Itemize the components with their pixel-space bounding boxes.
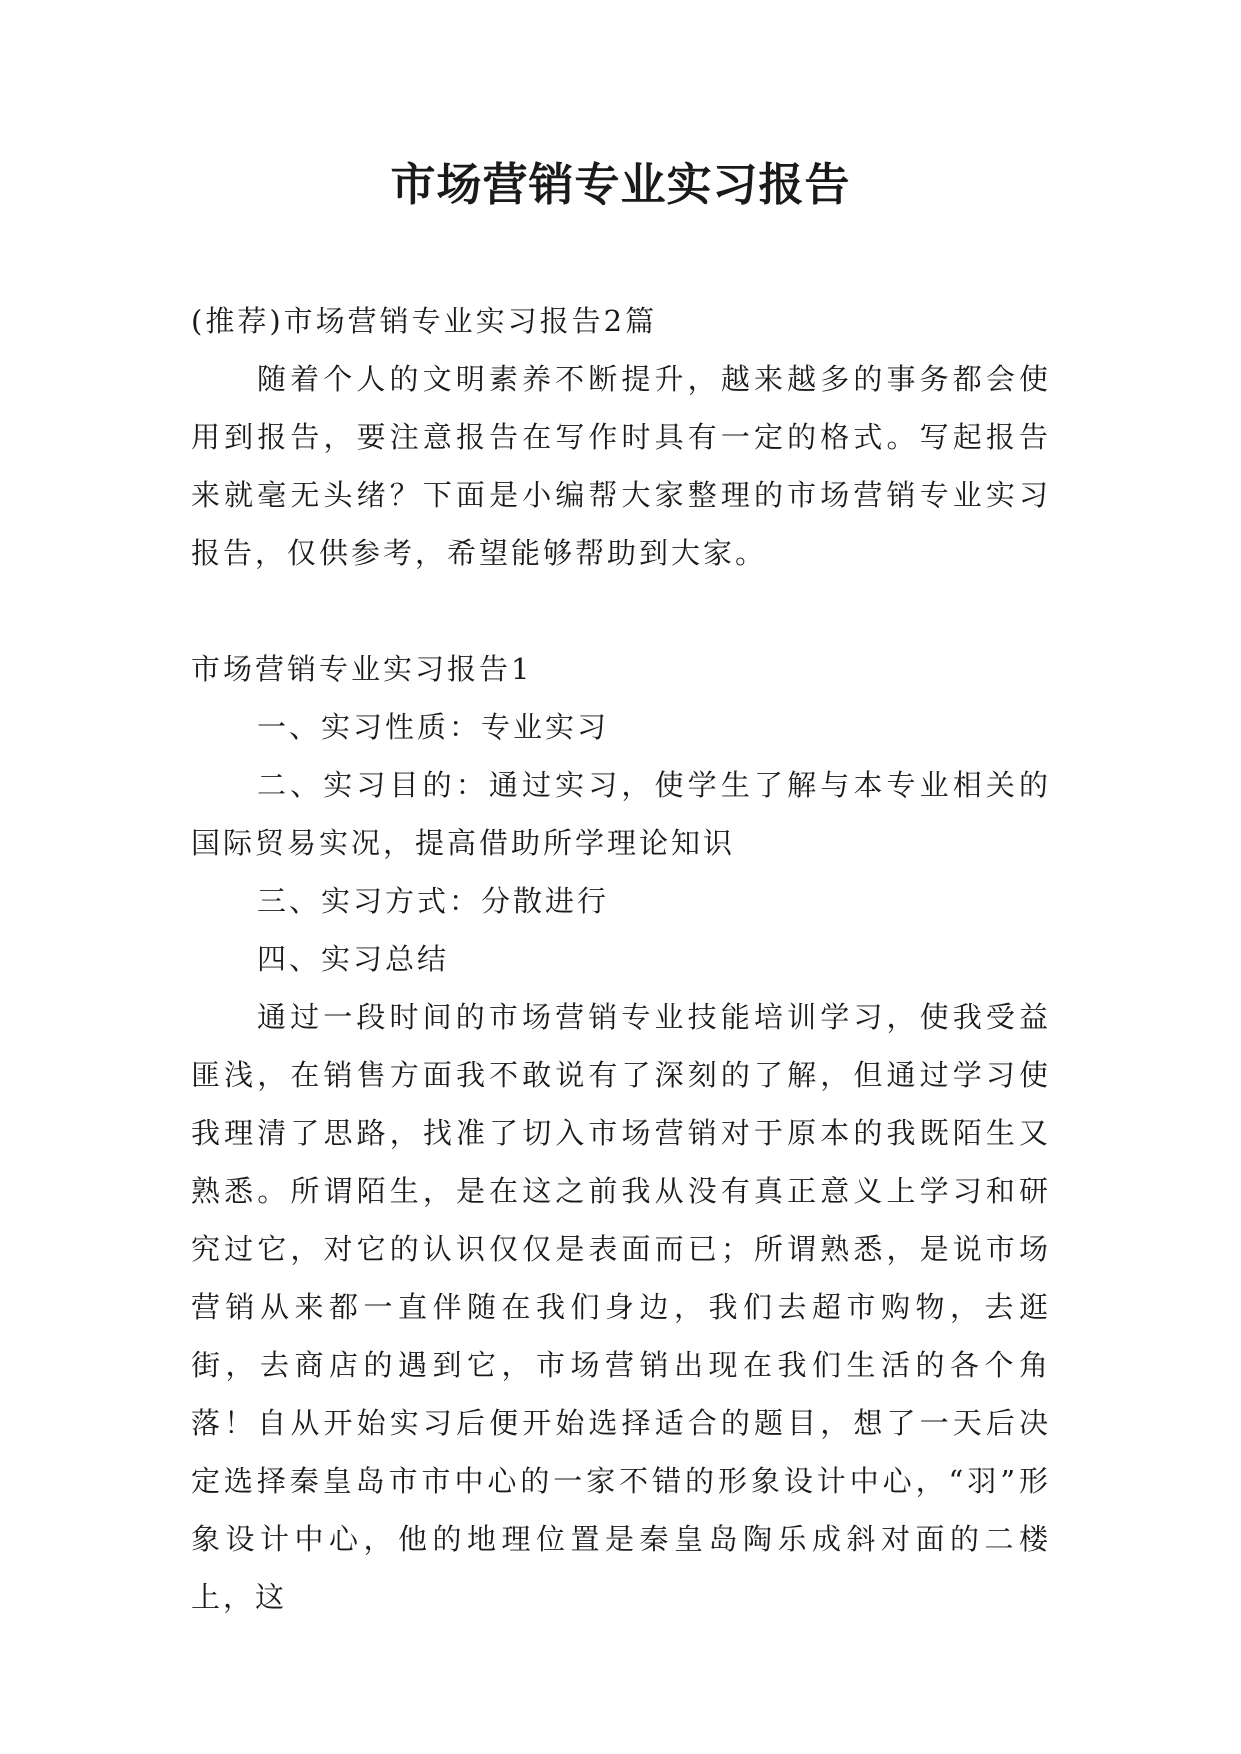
document-title: 市场营销专业实习报告 xyxy=(390,158,851,211)
document-subtitle: (推荐)市场营销专业实习报告2篇 xyxy=(191,304,658,338)
list-item-method: 三、实习方式：分散进行 xyxy=(257,884,610,918)
document-body xyxy=(191,292,1051,1626)
list-item-summary-heading: 四、实习总结 xyxy=(257,942,450,976)
section-heading: 市场营销专业实习报告1 xyxy=(191,652,533,686)
paragraph-spacer xyxy=(191,582,1051,640)
list-item-nature: 一、实习性质：专业实习 xyxy=(257,710,610,744)
list-item-purpose: 二、实习目的：通过实习，使学生了解与本专业相关的国际贸易实况，提高借助所学理论知识 xyxy=(191,768,1051,860)
intro-paragraph: 随着个人的文明素养不断提升，越来越多的事务都会使用到报告，要注意报告在写作时具有一定的格式。写起报告来就毫无头绪？下面是小编帮大家整理的市场营销专业实习报告，仅供参考，希望能够帮助到大家。 xyxy=(191,362,1051,570)
summary-paragraph: 通过一段时间的市场营销专业技能培训学习，使我受益匪浅，在销售方面我不敢说有了深刻的了解，但通过学习使我理清了思路，找准了切入市场营销对于原本的我既陌生又熟悉。所谓陌生，是在这之前我从没有真正意义上学习和研究过它，对它的认识仅仅是表面而已；所谓熟悉，是说市场营销从来都一直伴随在我们身边，我们去超市购物，去逛街，去商店的遇到它，市场营销出现在我们生活的各个角落！自从开始实习后便开始选择适合的题目，想了一天后决定选择秦皇岛市市中心的一家不错的形象设计中心，“羽”形象设计中心，他的地理位置是秦皇岛陶乐成斜对面的二楼上，这 xyxy=(191,1000,1051,1614)
